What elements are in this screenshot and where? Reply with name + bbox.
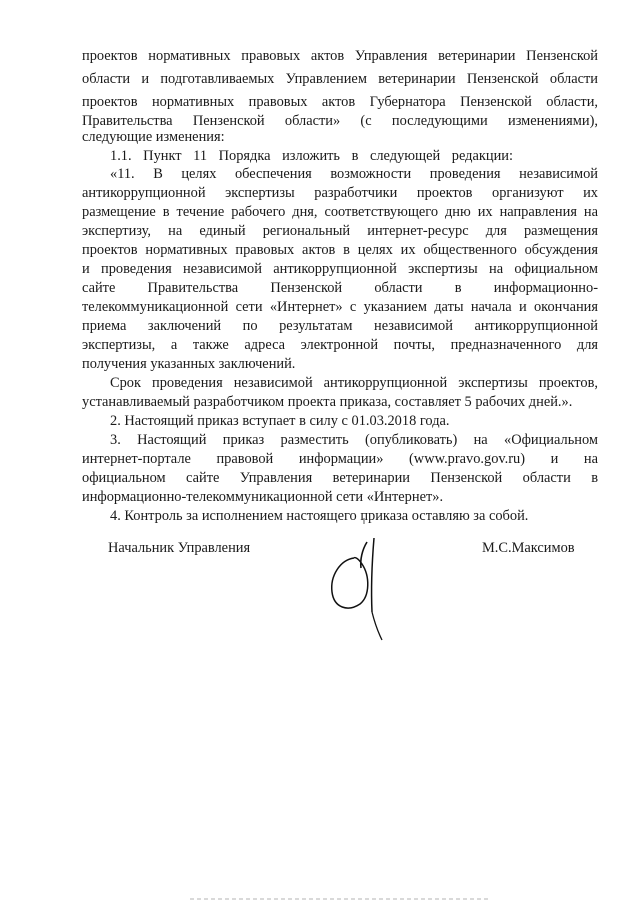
paragraph-line: 1.1. Пункт 11 Порядка изложить в следующей редакции: [110,148,513,164]
paragraph-line: проектов нормативных правовых актов Управления ветеринарии Пензенской [82,48,598,64]
handwritten-signature [318,512,398,642]
paragraph-line: области и подготавливаемых Управлением ветеринарии Пензенской области [82,71,598,87]
paragraph-line: устанавливаемый разработчиком проекта приказа, составляет 5 рабочих дней.». [82,394,573,410]
paragraph-line: размещение в течение рабочего дня, соответствующего дню их направления на [82,204,598,220]
paragraph-line: сайте Правительства Пензенской области в информационно- [82,280,598,296]
paragraph-line: проектов нормативных правовых актов в целях их общественного обсуждения [82,242,598,258]
signatory-position: Начальник Управления [108,540,251,556]
paragraph-line: 2. Настоящий приказ вступает в силу с 01.03.2018 года. [110,413,450,429]
paragraph-line: официальном сайте Управления ветеринарии Пензенской области в [82,470,598,486]
paragraph-line: экспертизы, а также адреса электронной почты, предназначенного для [82,337,598,353]
paragraph-line: получения указанных заключений. [82,356,296,372]
scan-edge-mark [190,897,490,901]
paragraph-line: следующие изменения: [82,129,225,145]
paragraph-line: информационно-телекоммуникационной сети «Интернет». [82,489,444,505]
signatory-name: М.С.Максимов [482,540,575,556]
paragraph-line: антикоррупционной экспертизы разработчики проектов организуют их [82,185,598,201]
paragraph-line: 3. Настоящий приказ разместить (опубликовать) на «Официальном [110,432,598,448]
paragraph-line: телекоммуникационной сети «Интернет» с указанием даты начала и окончания [82,299,598,315]
paragraph-line: и проведения независимой антикоррупционной экспертизы на официальном [82,261,598,277]
paragraph-line: «11. В целях обеспечения возможности проведения независимой [110,166,598,182]
paragraph-line: Правительства Пензенской области» (с последующими изменениями), [82,113,598,129]
paragraph-line: проектов нормативных правовых актов Губернатора Пензенской области, [82,94,598,110]
paragraph-line: 4. Контроль за исполнением настоящего приказа оставляю за собой. [110,508,529,524]
paragraph-line: интернет-портале правовой информации» (www.pravo.gov.ru) и на [82,451,598,467]
paragraph-line: приема заключений по результатам независимой антикоррупционной [82,318,598,334]
paragraph-line: Срок проведения независимой антикоррупционной экспертизы проектов, [110,375,598,391]
paragraph-line: экспертизу, на единый региональный интернет-ресурс для размещения [82,223,598,239]
